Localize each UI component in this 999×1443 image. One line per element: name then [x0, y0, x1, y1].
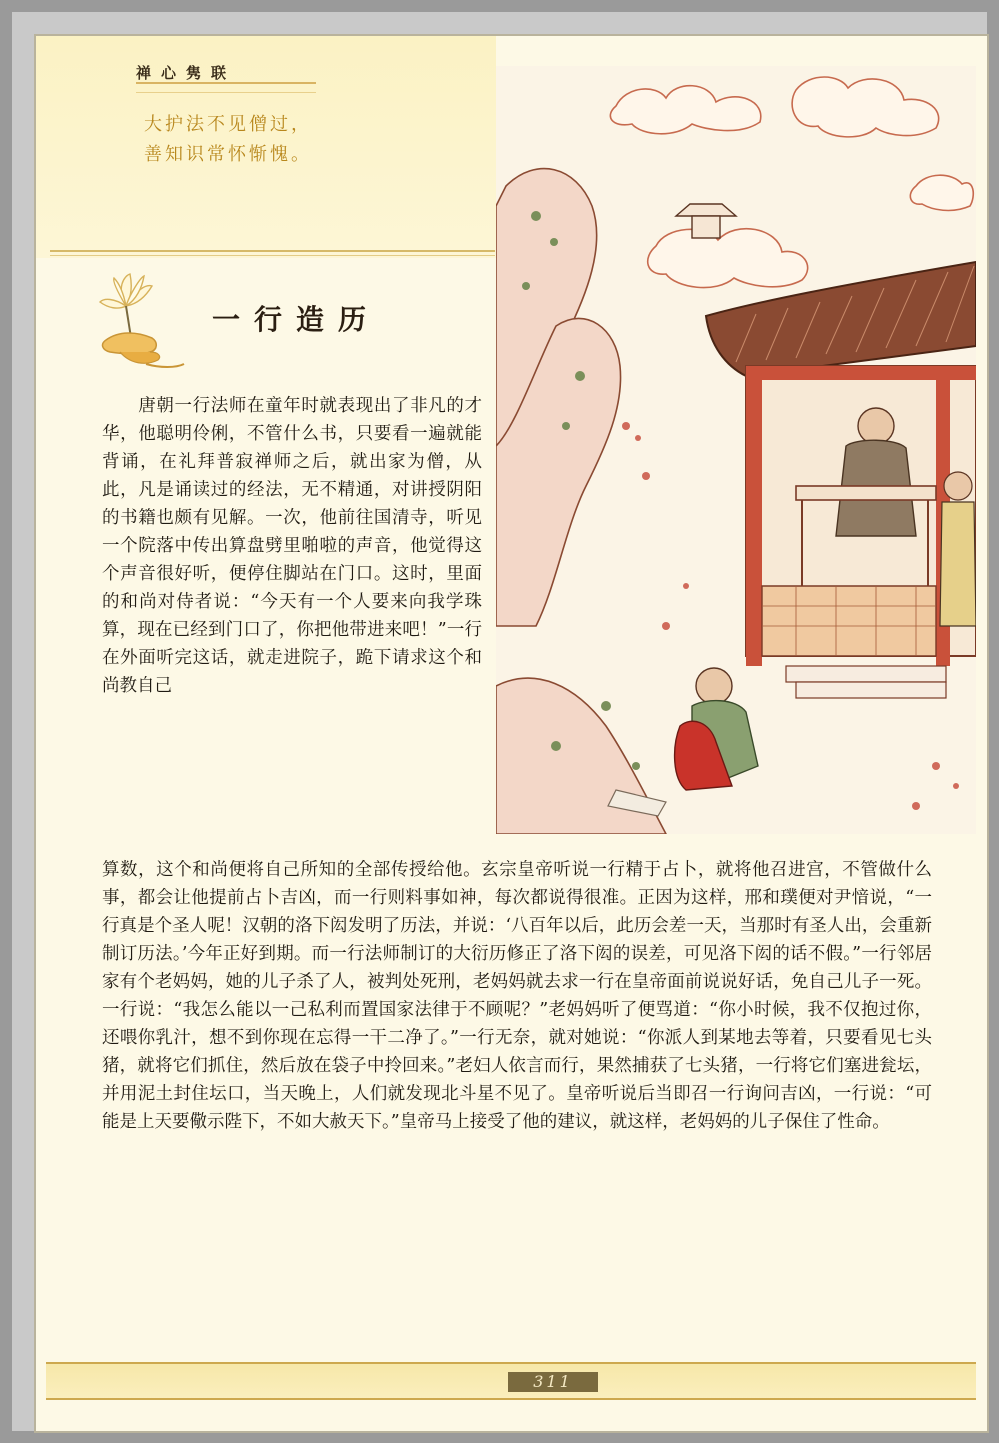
running-head: 禅心隽联 — [136, 64, 237, 82]
footer-rule-bottom — [46, 1398, 976, 1400]
header-rule-thin — [50, 255, 495, 256]
couplet-line-2: 善知识常怀惭愧。 — [144, 144, 312, 165]
article-paragraph-bottom: 算数，这个和尚便将自己所知的全部传授给他。玄宗皇帝听说一行精于占卜，就将他召进宫，不管做什么事，都会让他提前占卜吉凶，而一行则料事如神，每次都说得很准。正因为这样，邢和璞便对尹愔说，“一行真是个圣人呢！汉朝的洛下闳发明了历法，并说：‘八百年以后，此历会差一天，当那时有圣人出，会重新制订历法。’今年正好到期。而一行法师制订的大衍历修正了洛下闳的误差，可见洛下闳的话不假。”一行邻居家有个老妈妈，她的儿子杀了人，被判处死刑，老妈妈就去求一行在皇帝面前说说好话，免自己儿子一死。一行说：“我怎么能以一己私利而置国家法律于不顾呢？”老妈妈听了便骂道：“你小时候，我不仅抱过你，还喂你乳汁，想不到你现在忘得一干二净了。”一行无奈，就对她说：“你派人到某地去等着，只要看见七头猪，就将它们抓住，然后放在袋子中拎回来。”老妇人依言而行，果然捕获了七头猪，一行将它们塞进瓮坛，并用泥土封住坛口，当天晚上，人们就发现北斗星不见了。皇帝听说后当即召一行询问吉凶，一行说：“可能是上天要儆示陛下，不如大赦天下。”皇帝马上接受了他的建议，就这样，老妈妈的儿子保住了性命。 — [102, 860, 932, 1132]
header-rule — [50, 250, 495, 252]
footer-rule-top — [46, 1362, 976, 1364]
page-frame — [12, 12, 987, 1431]
article-paragraph-top: 唐朝一行法师在童年时就表现出了非凡的才华，他聪明伶俐，不管什么书，只要看一遍就能背诵，在礼拜普寂禅师之后，就出家为僧，从此，凡是诵读过的经法，无不精通，对讲授阴阳的书籍也颇有见解。一次，他前往国清寺，听见一个院落中传出算盘劈里啪啦的声音，他觉得这个声音很好听，便停住脚站在门口。这时，里面的和尚对侍者说：“今天有一个人要来向我学珠算，现在已经到门口了，你把他带进来吧！”一行在外面听完这话，就走进院子，跪下请求这个和尚教自己 — [102, 396, 482, 696]
page-number: 311 — [508, 1372, 598, 1392]
illustration-temple-scene — [496, 66, 976, 834]
book-page — [34, 34, 989, 1433]
article-title: 一行造历 — [212, 303, 381, 336]
couplet-line-1: 大护法不见僧过， — [144, 114, 312, 135]
running-head-ornament — [136, 82, 316, 93]
lotus-hand-icon — [86, 268, 186, 380]
